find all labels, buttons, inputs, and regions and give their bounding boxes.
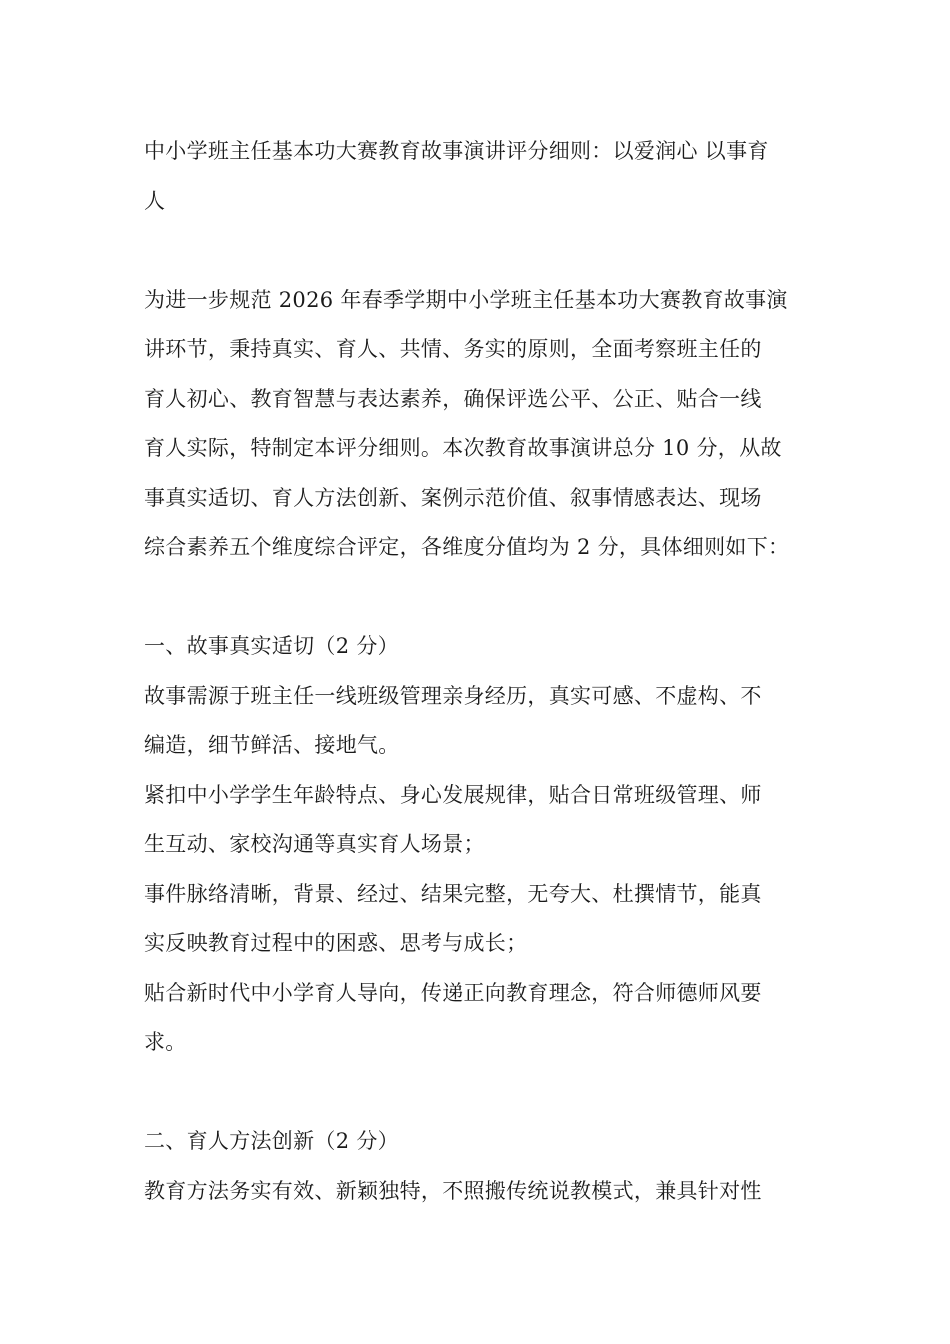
section-1-line-2: 编造，细节鲜活、接地气。 xyxy=(144,733,400,757)
section-2-line-1: 教育方法务实有效、新颖独特，不照搬传统说教模式，兼具针对性 xyxy=(144,1178,762,1203)
section-1-line-1: 故事需源于班主任一线班级管理亲身经历，真实可感、不虚构、不 xyxy=(144,683,762,708)
intro-line-3: 育人初心、教育智慧与表达素养，确保评选公平、公正、贴合一线 xyxy=(144,386,762,411)
section-1-line-5: 事件脉络清晰，背景、经过、结果完整，无夸大、杜撰情节，能真 xyxy=(144,881,762,906)
document-title-line-2: 人 xyxy=(144,188,166,213)
section-1-line-3: 紧扣中小学学生年龄特点、身心发展规律，贴合日常班级管理、师 xyxy=(144,782,762,807)
section-1-line-8: 求。 xyxy=(144,1030,187,1054)
section-1-line-7: 贴合新时代中小学育人导向，传递正向教育理念，符合师德师风要 xyxy=(144,980,762,1005)
section-1-line-6: 实反映教育过程中的困惑、思考与成长； xyxy=(144,931,528,955)
document-title-line-1: 中小学班主任基本功大赛教育故事演讲评分细则：以爱润心 以事育 xyxy=(144,139,769,163)
section-1-line-4: 生互动、家校沟通等真实育人场景； xyxy=(144,832,485,856)
document-page xyxy=(144,127,810,1216)
section-1-heading: 一、故事真实适切（2 分） xyxy=(144,634,399,658)
intro-line-4: 育人实际，特制定本评分细则。本次教育故事演讲总分 10 分，从故 xyxy=(144,436,782,460)
section-2-heading: 二、育人方法创新（2 分） xyxy=(144,1129,399,1153)
paragraph-gap xyxy=(144,226,810,276)
intro-line-1: 为进一步规范 2026 年春季学期中小学班主任基本功大赛教育故事演 xyxy=(144,287,788,312)
intro-line-6: 综合素养五个维度综合评定，各维度分值均为 2 分，具体细则如下： xyxy=(144,535,790,559)
paragraph-gap xyxy=(144,1068,810,1118)
paragraph-gap xyxy=(144,573,810,623)
intro-line-5: 事真实适切、育人方法创新、案例示范价值、叙事情感表达、现场 xyxy=(144,485,762,510)
intro-line-2: 讲环节，秉持真实、育人、共情、务实的原则，全面考察班主任的 xyxy=(144,337,762,361)
